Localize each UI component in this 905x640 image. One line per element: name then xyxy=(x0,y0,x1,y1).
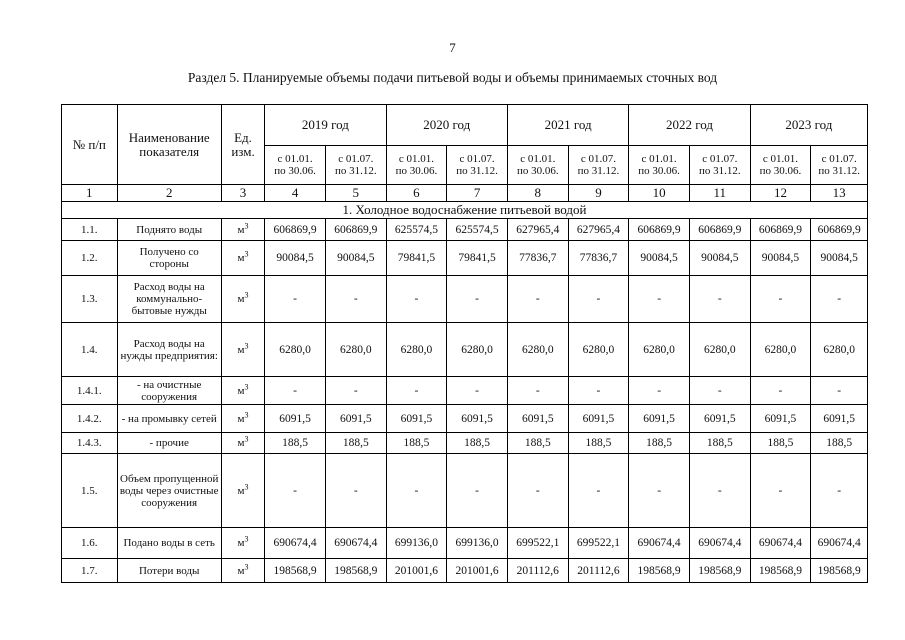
row-value: 699136,0 xyxy=(447,528,508,559)
row-value: - xyxy=(325,276,386,323)
row-value: 6280,0 xyxy=(689,323,750,377)
table-row xyxy=(62,241,868,276)
column-number: 4 xyxy=(265,185,326,202)
row-value: - xyxy=(811,454,868,528)
unit-base: м xyxy=(237,484,245,497)
row-unit xyxy=(221,528,264,559)
header-period xyxy=(386,146,447,185)
row-value: 606869,9 xyxy=(265,219,326,241)
row-name: - прочие xyxy=(117,433,221,454)
column-number: 2 xyxy=(117,185,221,202)
row-value: 198568,9 xyxy=(689,559,750,583)
period-to: по 30.06. xyxy=(638,165,680,177)
row-value: 188,5 xyxy=(629,433,690,454)
header-period xyxy=(750,146,811,185)
page-number: 7 xyxy=(449,40,456,55)
row-value: 79841,5 xyxy=(447,241,508,276)
row-value: 6280,0 xyxy=(265,323,326,377)
row-value: 90084,5 xyxy=(325,241,386,276)
period-from: с 01.07. xyxy=(459,153,495,165)
period-from: с 01.01. xyxy=(762,153,799,165)
row-value: 690674,4 xyxy=(265,528,326,559)
period-to: по 30.06. xyxy=(516,165,559,177)
row-value: - xyxy=(265,454,326,528)
period-to: по 30.06. xyxy=(274,165,316,177)
row-number: 1.4.1. xyxy=(62,377,118,405)
period-to: по 31.12. xyxy=(456,165,498,177)
header-year: 2019 год xyxy=(265,105,386,146)
row-value: 198568,9 xyxy=(750,559,811,583)
row-value: - xyxy=(568,377,629,405)
row-value: 6280,0 xyxy=(325,323,386,377)
header-year: 2020 год xyxy=(386,105,507,146)
row-value: 188,5 xyxy=(750,433,811,454)
row-number: 1.6. xyxy=(62,528,118,559)
unit-base: м xyxy=(237,223,245,236)
row-value: 699522,1 xyxy=(507,528,568,559)
unit-exponent: 3 xyxy=(244,409,249,419)
group-title: 1. Холодное водоснабжение питьевой водой xyxy=(62,202,868,219)
period-from: с 01.07. xyxy=(821,153,857,165)
column-number: 11 xyxy=(689,185,750,202)
row-value: - xyxy=(507,377,568,405)
row-value: 198568,9 xyxy=(265,559,326,583)
unit-exponent: 3 xyxy=(244,220,249,230)
header-period xyxy=(689,146,750,185)
row-value: 188,5 xyxy=(265,433,326,454)
row-number: 1.1. xyxy=(62,219,118,241)
row-value: - xyxy=(386,276,447,323)
row-unit xyxy=(221,377,264,405)
period-from: с 01.07. xyxy=(338,153,374,165)
row-name: - на промывку сетей xyxy=(117,405,221,433)
row-value: 201001,6 xyxy=(447,559,508,583)
row-value: 606869,9 xyxy=(689,219,750,241)
unit-base: м xyxy=(237,384,245,397)
row-value: - xyxy=(507,454,568,528)
header-period xyxy=(629,146,690,185)
row-value: - xyxy=(689,377,750,405)
row-value: 690674,4 xyxy=(629,528,690,559)
row-value: - xyxy=(750,454,811,528)
table-row xyxy=(62,276,868,323)
column-number: 13 xyxy=(811,185,868,202)
row-value: 79841,5 xyxy=(386,241,447,276)
water-volume-table xyxy=(61,104,868,583)
unit-exponent: 3 xyxy=(244,534,249,544)
column-number: 12 xyxy=(750,185,811,202)
row-value: 690674,4 xyxy=(750,528,811,559)
row-value: 606869,9 xyxy=(750,219,811,241)
unit-base: м xyxy=(237,537,245,549)
row-value: 201112,6 xyxy=(507,559,568,583)
row-value: 188,5 xyxy=(386,433,447,454)
row-value: 188,5 xyxy=(689,433,750,454)
column-number: 7 xyxy=(447,185,508,202)
row-value: 606869,9 xyxy=(325,219,386,241)
header-period xyxy=(447,146,508,185)
row-value: 201112,6 xyxy=(568,559,629,583)
header-period xyxy=(507,146,568,185)
row-unit xyxy=(221,276,264,323)
row-value: - xyxy=(629,454,690,528)
unit-base: м xyxy=(237,293,245,305)
period-from: с 01.01. xyxy=(398,153,434,165)
header-name: Наименование показателя xyxy=(117,105,221,185)
row-value: 6280,0 xyxy=(811,323,868,377)
row-value: - xyxy=(750,276,811,323)
row-value: 6091,5 xyxy=(386,405,447,433)
period-to: по 30.06. xyxy=(395,165,438,177)
row-value: 6091,5 xyxy=(265,405,326,433)
unit-base: м xyxy=(237,343,245,356)
row-value: 6091,5 xyxy=(507,405,568,433)
column-number: 8 xyxy=(507,185,568,202)
row-value: 188,5 xyxy=(811,433,868,454)
row-value: - xyxy=(689,276,750,323)
row-value: 6091,5 xyxy=(447,405,508,433)
period-to: по 31.12. xyxy=(818,165,860,177)
row-value: 90084,5 xyxy=(629,241,690,276)
row-value: - xyxy=(265,377,326,405)
period-from: с 01.07. xyxy=(702,153,738,165)
row-value: 6091,5 xyxy=(750,405,811,433)
row-value: 198568,9 xyxy=(811,559,868,583)
row-value: 690674,4 xyxy=(325,528,386,559)
header-unit: Ед. изм. xyxy=(221,105,264,185)
row-value: 690674,4 xyxy=(811,528,868,559)
period-from: с 01.01. xyxy=(277,153,313,165)
row-value: 188,5 xyxy=(507,433,568,454)
row-value: - xyxy=(568,276,629,323)
row-value: - xyxy=(386,377,447,405)
section-title: Раздел 5. Планируемые объемы подачи питьевой воды и объемы принимаемых сточных вод xyxy=(187,70,718,85)
row-name: - на очистные сооружения xyxy=(117,377,221,405)
header-row-years xyxy=(62,105,868,146)
column-number: 1 xyxy=(62,185,118,202)
row-unit xyxy=(221,454,264,528)
row-value: 90084,5 xyxy=(689,241,750,276)
header-period xyxy=(568,146,629,185)
row-number: 1.5. xyxy=(62,454,118,528)
row-name: Расход воды на коммунально-бытовые нужды xyxy=(117,276,221,323)
row-value: 6091,5 xyxy=(689,405,750,433)
row-value: 6280,0 xyxy=(386,323,447,377)
row-name: Расход воды на нужды предприятия: xyxy=(117,323,221,377)
unit-exponent: 3 xyxy=(244,481,249,491)
table-row xyxy=(62,323,868,377)
table-row xyxy=(62,405,868,433)
period-to: по 31.12. xyxy=(698,165,741,177)
row-value: - xyxy=(265,276,326,323)
row-value: 699136,0 xyxy=(386,528,447,559)
row-value: 699522,1 xyxy=(568,528,629,559)
group-row xyxy=(62,202,868,219)
unit-base: м xyxy=(237,564,245,577)
row-value: 6280,0 xyxy=(447,323,508,377)
row-value: 6280,0 xyxy=(507,323,568,377)
table-row xyxy=(62,454,868,528)
period-to: по 31.12. xyxy=(334,165,377,177)
period-from: с 01.01. xyxy=(641,153,677,165)
row-unit xyxy=(221,241,264,276)
row-name: Получено со стороны xyxy=(117,241,221,276)
unit-exponent: 3 xyxy=(244,381,249,391)
row-name: Поднято воды xyxy=(117,219,221,241)
row-value: - xyxy=(507,276,568,323)
row-value: 77836,7 xyxy=(507,241,568,276)
row-value: 188,5 xyxy=(447,433,508,454)
row-value: 90084,5 xyxy=(265,241,326,276)
row-number: 1.4.3. xyxy=(62,433,118,454)
row-value: - xyxy=(568,454,629,528)
column-number: 6 xyxy=(386,185,447,202)
period-to: по 31.12. xyxy=(577,165,620,177)
column-number: 3 xyxy=(221,185,264,202)
unit-exponent: 3 xyxy=(244,561,249,571)
row-value: 188,5 xyxy=(568,433,629,454)
row-value: - xyxy=(629,377,690,405)
unit-exponent: 3 xyxy=(244,249,249,259)
row-value: - xyxy=(811,276,868,323)
header-period xyxy=(265,146,326,185)
row-number: 1.2. xyxy=(62,241,118,276)
row-value: 77836,7 xyxy=(568,241,629,276)
row-unit xyxy=(221,559,264,583)
row-value: - xyxy=(447,276,508,323)
row-value: - xyxy=(386,454,447,528)
row-name: Потери воды xyxy=(117,559,221,583)
row-value: 90084,5 xyxy=(750,241,811,276)
row-number: 1.4.2. xyxy=(62,405,118,433)
column-number: 5 xyxy=(325,185,386,202)
period-from: с 01.07. xyxy=(580,153,617,165)
row-unit xyxy=(221,433,264,454)
row-value: 625574,5 xyxy=(447,219,508,241)
row-value: - xyxy=(689,454,750,528)
unit-exponent: 3 xyxy=(244,290,249,300)
row-value: 6091,5 xyxy=(811,405,868,433)
header-num: № п/п xyxy=(62,105,118,185)
row-unit xyxy=(221,405,264,433)
row-value: 6280,0 xyxy=(750,323,811,377)
table-row xyxy=(62,559,868,583)
row-value: 6280,0 xyxy=(568,323,629,377)
row-value: 625574,5 xyxy=(386,219,447,241)
header-period xyxy=(325,146,386,185)
row-value: 201001,6 xyxy=(386,559,447,583)
unit-exponent: 3 xyxy=(244,434,249,444)
table-row xyxy=(62,433,868,454)
row-value: 6091,5 xyxy=(629,405,690,433)
row-name: Подано воды в сеть xyxy=(117,528,221,559)
row-value: 6091,5 xyxy=(568,405,629,433)
column-number-row xyxy=(62,185,868,202)
row-value: - xyxy=(750,377,811,405)
row-name: Объем пропущенной воды через очистные сооружения xyxy=(117,454,221,528)
row-value: 90084,5 xyxy=(811,241,868,276)
row-value: 627965,4 xyxy=(507,219,568,241)
row-value: 198568,9 xyxy=(325,559,386,583)
table-row xyxy=(62,219,868,241)
column-number: 10 xyxy=(629,185,690,202)
row-value: 188,5 xyxy=(325,433,386,454)
column-number: 9 xyxy=(568,185,629,202)
row-number: 1.3. xyxy=(62,276,118,323)
row-value: - xyxy=(325,454,386,528)
unit-base: м xyxy=(237,437,245,449)
unit-base: м xyxy=(237,252,245,264)
header-period xyxy=(811,146,868,185)
row-value: 690674,4 xyxy=(689,528,750,559)
row-unit xyxy=(221,323,264,377)
row-value: - xyxy=(629,276,690,323)
row-value: - xyxy=(447,454,508,528)
table-row xyxy=(62,528,868,559)
header-year: 2021 год xyxy=(507,105,628,146)
unit-exponent: 3 xyxy=(244,340,249,350)
period-from: с 01.01. xyxy=(520,153,556,165)
unit-base: м xyxy=(237,412,245,425)
row-value: 6091,5 xyxy=(325,405,386,433)
row-value: 627965,4 xyxy=(568,219,629,241)
period-to: по 30.06. xyxy=(759,165,802,177)
header-year: 2022 год xyxy=(629,105,750,146)
row-value: 6280,0 xyxy=(629,323,690,377)
row-number: 1.4. xyxy=(62,323,118,377)
row-value: 606869,9 xyxy=(811,219,868,241)
row-value: 198568,9 xyxy=(629,559,690,583)
row-number: 1.7. xyxy=(62,559,118,583)
row-value: - xyxy=(325,377,386,405)
row-value: 606869,9 xyxy=(629,219,690,241)
table-row xyxy=(62,377,868,405)
row-unit xyxy=(221,219,264,241)
header-year: 2023 год xyxy=(750,105,867,146)
row-value: - xyxy=(811,377,868,405)
row-value: - xyxy=(447,377,508,405)
